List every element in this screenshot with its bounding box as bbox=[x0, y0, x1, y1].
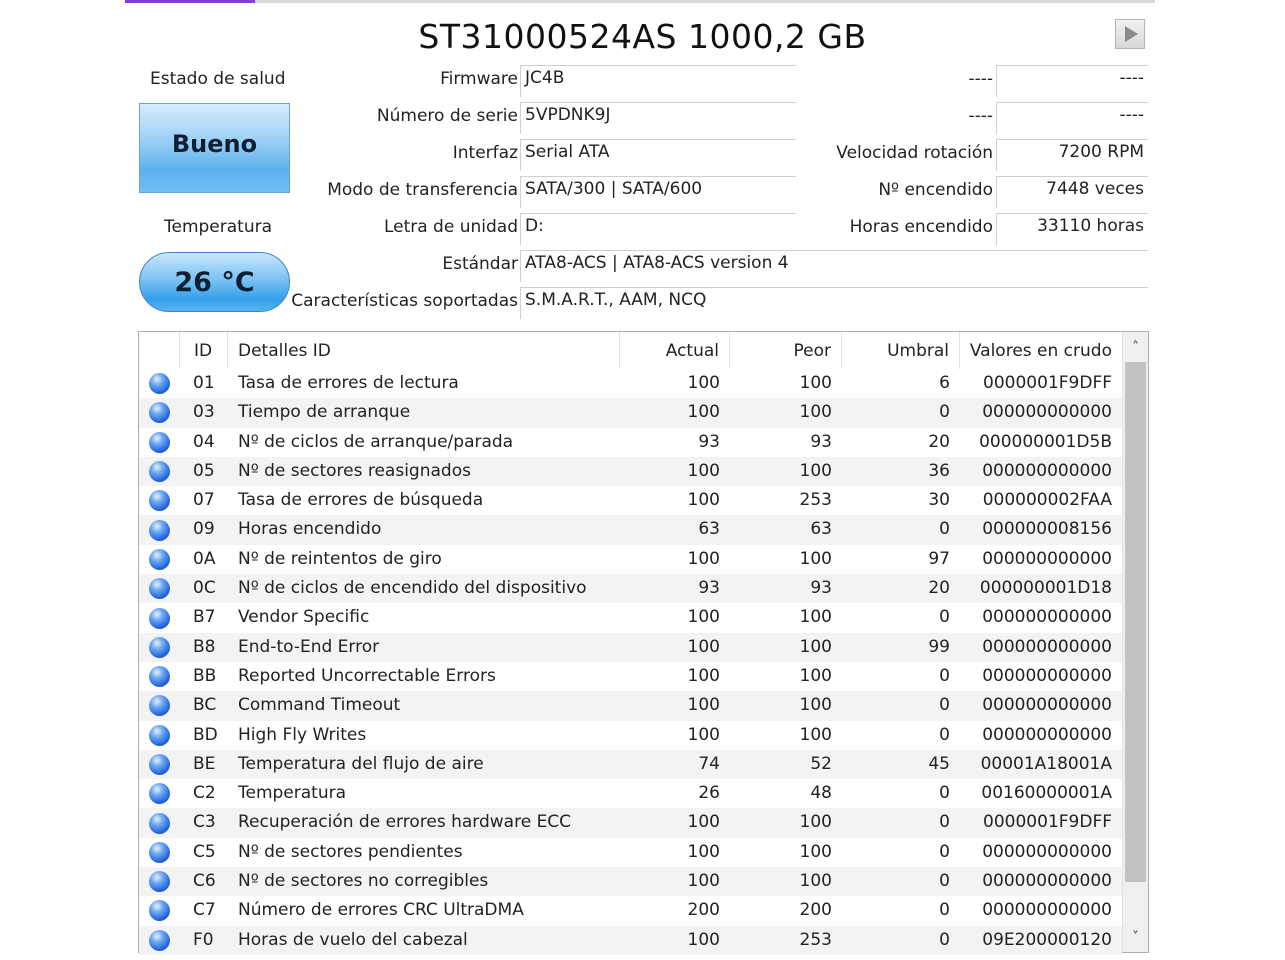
worst-value-cell: 100 bbox=[799, 871, 832, 892]
attribute-id-cell: BB bbox=[193, 665, 217, 686]
table-row[interactable] bbox=[139, 398, 1122, 427]
current-value-cell: 100 bbox=[687, 695, 720, 716]
status-cell bbox=[139, 428, 180, 457]
attribute-name-cell: Vendor Specific bbox=[238, 607, 370, 628]
attribute-name-cell: Tiempo de arranque bbox=[238, 402, 411, 423]
attribute-name-cell: Reported Uncorrectable Errors bbox=[238, 665, 496, 686]
table-row[interactable] bbox=[139, 867, 1122, 896]
details-column-header[interactable]: Detalles ID bbox=[228, 332, 620, 369]
firmware-label: Firmware bbox=[440, 69, 518, 89]
status-good-icon bbox=[149, 490, 170, 511]
attribute-id-cell: 0A bbox=[193, 548, 216, 569]
attribute-name-cell: Nº de sectores pendientes bbox=[238, 841, 463, 862]
status-cell bbox=[139, 926, 180, 955]
worst-value-cell: 100 bbox=[799, 724, 832, 745]
table-row[interactable] bbox=[139, 428, 1122, 457]
status-good-icon bbox=[149, 608, 170, 629]
threshold-value-cell: 0 bbox=[939, 519, 950, 540]
threshold-value-cell: 0 bbox=[939, 900, 950, 921]
attribute-id-cell: C2 bbox=[193, 783, 216, 804]
unknown-field-2-value: ---- bbox=[996, 102, 1148, 134]
current-value-cell: 100 bbox=[687, 665, 720, 686]
status-good-icon bbox=[149, 373, 170, 394]
threshold-column-header[interactable]: Umbral bbox=[842, 332, 960, 369]
status-cell bbox=[139, 603, 180, 632]
threshold-value-cell: 30 bbox=[928, 490, 950, 511]
worst-value-cell: 100 bbox=[799, 812, 832, 833]
current-column-header[interactable]: Actual bbox=[620, 332, 730, 369]
worst-value-cell: 100 bbox=[799, 695, 832, 716]
raw-value-cell: 000000000000 bbox=[982, 548, 1112, 569]
threshold-value-cell: 97 bbox=[928, 548, 950, 569]
status-good-icon bbox=[149, 520, 170, 541]
attribute-id-cell: C3 bbox=[193, 812, 216, 833]
worst-value-cell: 100 bbox=[799, 548, 832, 569]
worst-value-cell: 100 bbox=[799, 373, 832, 393]
current-value-cell: 100 bbox=[687, 402, 720, 423]
current-value-cell: 100 bbox=[687, 548, 720, 569]
worst-value-cell: 100 bbox=[799, 665, 832, 686]
table-row[interactable] bbox=[139, 896, 1122, 925]
status-good-icon bbox=[149, 695, 170, 716]
status-good-icon bbox=[149, 432, 170, 453]
raw-value-cell: 000000000000 bbox=[982, 900, 1112, 921]
status-cell bbox=[139, 369, 180, 398]
chevron-up-icon[interactable]: ˄ bbox=[1132, 339, 1139, 355]
id-column-header[interactable]: ID bbox=[180, 332, 228, 369]
status-cell bbox=[139, 545, 180, 574]
table-row[interactable] bbox=[139, 662, 1122, 691]
attribute-id-cell: BC bbox=[193, 695, 217, 716]
supported-features-value: S.M.A.R.T., AAM, NCQ bbox=[520, 287, 1148, 319]
play-icon bbox=[1125, 26, 1138, 42]
table-body bbox=[139, 369, 1122, 955]
status-good-icon bbox=[149, 754, 170, 775]
power-on-hours-value: 33110 horas bbox=[996, 213, 1148, 245]
threshold-value-cell: 99 bbox=[928, 636, 950, 657]
table-row[interactable] bbox=[139, 545, 1122, 574]
table-row[interactable] bbox=[139, 779, 1122, 808]
worst-value-cell: 100 bbox=[799, 460, 832, 481]
current-value-cell: 100 bbox=[687, 812, 720, 833]
threshold-value-cell: 0 bbox=[939, 695, 950, 716]
status-good-icon bbox=[149, 402, 170, 423]
supported-features-label-container bbox=[291, 291, 518, 315]
worst-value-cell: 100 bbox=[799, 636, 832, 657]
attribute-name-cell: Horas encendido bbox=[238, 519, 382, 540]
raw-value-cell: 000000002FAA bbox=[982, 490, 1112, 511]
status-cell bbox=[139, 721, 180, 750]
raw-value-cell: 09E200000120 bbox=[982, 929, 1112, 950]
table-row[interactable] bbox=[139, 721, 1122, 750]
worst-value-cell: 100 bbox=[799, 841, 832, 862]
unknown-field-1-label: ---- bbox=[968, 69, 993, 89]
attribute-id-cell: BE bbox=[193, 753, 216, 774]
worst-value-cell: 100 bbox=[799, 607, 832, 628]
standard-value: ATA8-ACS | ATA8-ACS version 4 bbox=[520, 250, 1148, 282]
temperature-value: 26 °C bbox=[174, 266, 255, 298]
standard-label: Estándar bbox=[442, 254, 518, 274]
threshold-value-cell: 45 bbox=[928, 753, 950, 774]
raw-value-cell: 000000000000 bbox=[982, 665, 1112, 686]
status-column-header[interactable] bbox=[139, 332, 180, 369]
status-cell bbox=[139, 457, 180, 486]
table-row[interactable] bbox=[139, 750, 1122, 779]
raw-value-cell: 0000001F9DFF bbox=[983, 373, 1112, 393]
status-good-icon bbox=[149, 842, 170, 863]
table-row[interactable] bbox=[139, 603, 1122, 632]
threshold-value-cell: 0 bbox=[939, 665, 950, 686]
attribute-id-cell: C5 bbox=[193, 841, 216, 862]
temperature-badge[interactable] bbox=[139, 252, 290, 312]
attribute-name-cell: Nº de reintentos de giro bbox=[238, 548, 442, 569]
worst-value-cell: 100 bbox=[799, 402, 832, 423]
table-row[interactable] bbox=[139, 926, 1122, 955]
attribute-id-cell: C6 bbox=[193, 871, 216, 892]
current-value-cell: 74 bbox=[698, 753, 720, 774]
drive-letter-label: Letra de unidad bbox=[383, 217, 518, 237]
raw-value-cell: 00001A18001A bbox=[980, 753, 1112, 774]
current-value-cell: 100 bbox=[687, 929, 720, 950]
attribute-id-cell: B7 bbox=[193, 607, 216, 628]
status-cell bbox=[139, 398, 180, 427]
status-cell bbox=[139, 808, 180, 837]
worst-value-cell: 52 bbox=[810, 753, 832, 774]
attribute-name-cell: Temperatura bbox=[238, 783, 347, 804]
supported-features-label: Características soportadas bbox=[291, 291, 518, 311]
raw-value-cell: 000000000000 bbox=[982, 841, 1112, 862]
table-row[interactable] bbox=[139, 691, 1122, 720]
status-cell bbox=[139, 750, 180, 779]
top-divider bbox=[125, 0, 1155, 3]
serial-number-label: Número de serie bbox=[376, 106, 518, 126]
table-row[interactable] bbox=[139, 457, 1122, 486]
transfer-mode-value: SATA/300 | SATA/600 bbox=[520, 176, 796, 208]
threshold-value-cell: 20 bbox=[928, 431, 950, 452]
attribute-name-cell: Recuperación de errores hardware ECC bbox=[238, 812, 572, 833]
raw-value-cell: 0000001F9DFF bbox=[983, 812, 1112, 833]
raw-value-cell: 000000001D5B bbox=[979, 431, 1112, 452]
attribute-id-cell: 03 bbox=[193, 402, 215, 423]
status-cell bbox=[139, 838, 180, 867]
current-value-cell: 100 bbox=[687, 490, 720, 511]
status-cell bbox=[139, 779, 180, 808]
raw-value-cell: 000000000000 bbox=[982, 724, 1112, 745]
serial-number-value: 5VPDNK9J bbox=[520, 102, 796, 134]
status-good-icon bbox=[149, 666, 170, 687]
attribute-id-cell: C7 bbox=[193, 900, 216, 921]
current-value-cell: 200 bbox=[687, 900, 720, 921]
raw-value-cell: 000000001D18 bbox=[979, 578, 1112, 599]
status-cell bbox=[139, 896, 180, 925]
attribute-id-cell: 04 bbox=[193, 431, 215, 452]
worst-column-header[interactable]: Peor bbox=[730, 332, 842, 369]
attribute-id-cell: B8 bbox=[193, 636, 216, 657]
attribute-id-cell: 09 bbox=[193, 519, 215, 540]
worst-value-cell: 253 bbox=[799, 929, 832, 950]
worst-value-cell: 93 bbox=[810, 431, 832, 452]
current-value-cell: 26 bbox=[698, 783, 720, 804]
rotation-speed-value: 7200 RPM bbox=[996, 139, 1148, 171]
table-row[interactable] bbox=[139, 486, 1122, 515]
raw-value-cell: 000000000000 bbox=[982, 636, 1112, 657]
attribute-id-cell: 07 bbox=[193, 490, 215, 511]
status-good-icon bbox=[149, 900, 170, 921]
threshold-value-cell: 0 bbox=[939, 871, 950, 892]
health-status-badge[interactable] bbox=[139, 103, 290, 193]
attribute-id-cell: BD bbox=[193, 724, 218, 745]
table-row[interactable] bbox=[139, 838, 1122, 867]
table-row[interactable] bbox=[139, 574, 1122, 603]
attribute-id-cell: F0 bbox=[193, 929, 214, 950]
unknown-field-1-value: ---- bbox=[996, 65, 1148, 97]
current-value-cell: 100 bbox=[687, 724, 720, 745]
raw-value-cell: 000000000000 bbox=[982, 695, 1112, 716]
worst-value-cell: 93 bbox=[810, 578, 832, 599]
table-header bbox=[139, 332, 1122, 369]
worst-value-cell: 253 bbox=[799, 490, 832, 511]
attribute-name-cell: Tasa de errores de búsqueda bbox=[238, 490, 484, 511]
status-good-icon bbox=[149, 930, 170, 951]
threshold-value-cell: 0 bbox=[939, 783, 950, 804]
current-value-cell: 93 bbox=[698, 431, 720, 452]
raw-value-cell: 000000000000 bbox=[982, 460, 1112, 481]
worst-value-cell: 63 bbox=[810, 519, 832, 540]
current-value-cell: 100 bbox=[687, 607, 720, 628]
power-on-hours-label: Horas encendido bbox=[849, 217, 993, 237]
attribute-id-cell: 01 bbox=[193, 373, 215, 393]
raw-value-cell: 000000008156 bbox=[982, 519, 1112, 540]
firmware-value: JC4B bbox=[520, 65, 796, 97]
status-cell bbox=[139, 867, 180, 896]
status-good-icon bbox=[149, 813, 170, 834]
threshold-value-cell: 0 bbox=[939, 724, 950, 745]
rotation-speed-label: Velocidad rotación bbox=[836, 143, 993, 163]
health-status-value: Bueno bbox=[171, 130, 258, 158]
attribute-name-cell: High Fly Writes bbox=[238, 724, 367, 745]
status-cell bbox=[139, 486, 180, 515]
threshold-value-cell: 0 bbox=[939, 607, 950, 628]
threshold-value-cell: 0 bbox=[939, 841, 950, 862]
table-row[interactable] bbox=[139, 515, 1122, 544]
power-on-count-label: Nº encendido bbox=[878, 180, 993, 200]
smart-attributes-table[interactable] bbox=[138, 331, 1149, 953]
current-value-cell: 100 bbox=[687, 373, 720, 393]
status-cell bbox=[139, 574, 180, 603]
attribute-name-cell: Número de errores CRC UltraDMA bbox=[238, 900, 524, 921]
scrollbar-thumb[interactable] bbox=[1125, 362, 1146, 882]
attribute-id-cell: 05 bbox=[193, 460, 215, 481]
disk-title: ST31000524AS 1000,2 GB bbox=[418, 17, 867, 56]
status-cell bbox=[139, 515, 180, 544]
attribute-name-cell: Tasa de errores de lectura bbox=[238, 373, 459, 393]
attribute-name-cell: Temperatura del flujo de aire bbox=[238, 753, 484, 774]
next-disk-button[interactable] bbox=[1115, 19, 1145, 49]
worst-value-cell: 48 bbox=[810, 783, 832, 804]
current-value-cell: 100 bbox=[687, 460, 720, 481]
attribute-name-cell: Command Timeout bbox=[238, 695, 401, 716]
current-value-cell: 100 bbox=[687, 871, 720, 892]
attribute-name-cell: Nº de ciclos de arranque/parada bbox=[238, 431, 514, 452]
status-cell bbox=[139, 691, 180, 720]
temperature-label: Temperatura bbox=[164, 217, 273, 237]
status-good-icon bbox=[149, 637, 170, 658]
interface-label: Interfaz bbox=[452, 143, 518, 163]
attribute-name-cell: End-to-End Error bbox=[238, 636, 380, 657]
raw-value-cell: 000000000000 bbox=[982, 871, 1112, 892]
threshold-value-cell: 20 bbox=[928, 578, 950, 599]
raw-values-column-header[interactable]: Valores en crudo bbox=[969, 341, 1112, 361]
attribute-name-cell: Horas de vuelo del cabezal bbox=[238, 929, 468, 950]
status-cell bbox=[139, 633, 180, 662]
chevron-down-icon[interactable]: ˅ bbox=[1132, 929, 1139, 945]
health-status-label: Estado de salud bbox=[150, 69, 286, 89]
status-good-icon bbox=[149, 578, 170, 599]
interface-value: Serial ATA bbox=[520, 139, 796, 171]
attribute-name-cell: Nº de ciclos de encendido del dispositivo bbox=[238, 578, 587, 599]
current-value-cell: 63 bbox=[698, 519, 720, 540]
table-row[interactable] bbox=[139, 633, 1122, 662]
selected-disk-tab-indicator[interactable] bbox=[125, 0, 255, 3]
status-good-icon bbox=[149, 783, 170, 804]
status-good-icon bbox=[149, 549, 170, 570]
status-good-icon bbox=[149, 461, 170, 482]
current-value-cell: 100 bbox=[687, 841, 720, 862]
attribute-name-cell: Nº de sectores no corregibles bbox=[238, 871, 489, 892]
threshold-value-cell: 0 bbox=[939, 402, 950, 423]
threshold-value-cell: 36 bbox=[928, 460, 950, 481]
raw-value-cell: 000000000000 bbox=[982, 402, 1112, 423]
worst-value-cell: 200 bbox=[799, 900, 832, 921]
threshold-value-cell: 0 bbox=[939, 812, 950, 833]
table-row[interactable] bbox=[139, 369, 1122, 398]
drive-letter-value: D: bbox=[520, 213, 796, 245]
status-good-icon bbox=[149, 725, 170, 746]
current-value-cell: 93 bbox=[698, 578, 720, 599]
current-value-cell: 100 bbox=[687, 636, 720, 657]
power-on-count-value: 7448 veces bbox=[996, 176, 1148, 208]
threshold-value-cell: 6 bbox=[939, 373, 950, 393]
vertical-scrollbar[interactable] bbox=[1122, 332, 1148, 952]
table-row[interactable] bbox=[139, 808, 1122, 837]
threshold-value-cell: 0 bbox=[939, 929, 950, 950]
raw-value-cell: 000000000000 bbox=[982, 607, 1112, 628]
status-cell bbox=[139, 662, 180, 691]
status-good-icon bbox=[149, 871, 170, 892]
unknown-field-2-label: ---- bbox=[968, 106, 993, 126]
transfer-mode-label: Modo de transferencia bbox=[327, 180, 518, 200]
attribute-name-cell: Nº de sectores reasignados bbox=[238, 460, 471, 481]
attribute-id-cell: 0C bbox=[193, 578, 216, 599]
raw-value-cell: 00160000001A bbox=[981, 783, 1112, 804]
